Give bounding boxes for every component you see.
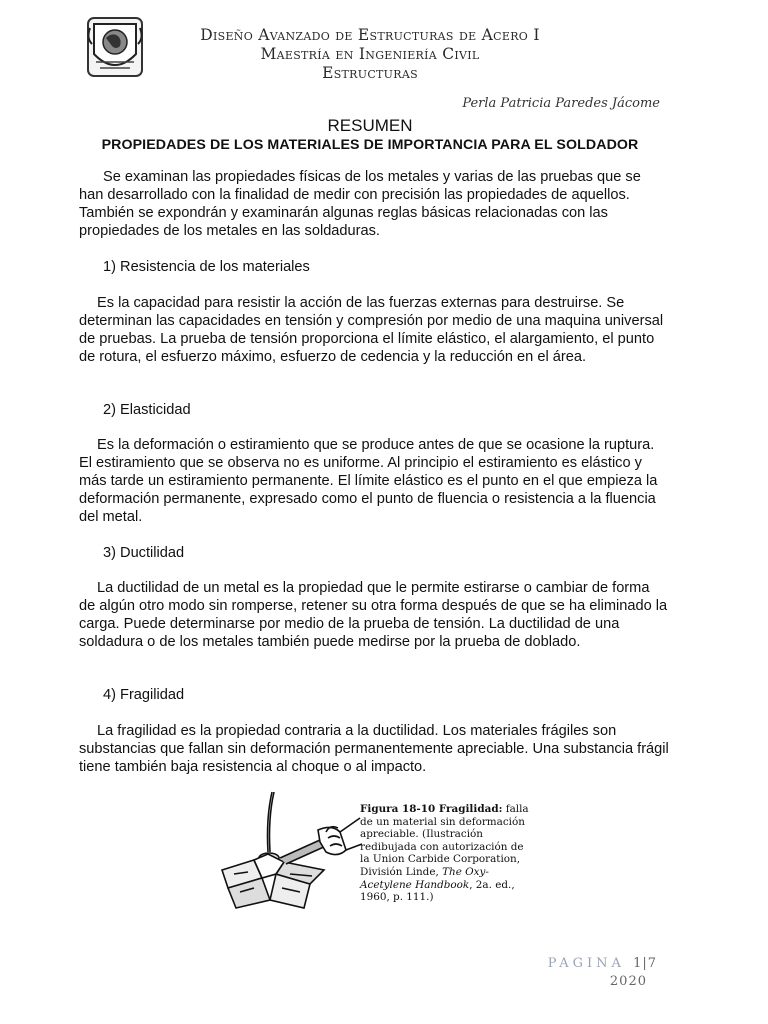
page-label: PAGINA	[547, 956, 625, 971]
figure-caption-end: , 2a. ed., 1960, p. 111.)	[360, 878, 515, 904]
page-footer	[548, 956, 657, 971]
section-body: La fragilidad es la propiedad contraria a la ductilidad. Los materiales frágiles son substancias que fallan sin deformación permanentemente apreciable. Una substancia frágil tiene también baja resistencia al choque o al impacto.	[79, 723, 669, 775]
brittle-fracture-illustration	[214, 788, 364, 914]
header-area: Estructuras	[322, 64, 418, 82]
header-course: Diseño Avanzado de Estructuras de Acero I	[200, 26, 540, 44]
section-heading: 2) Elasticidad	[103, 402, 191, 418]
section-body: Es la capacidad para resistir la acción de las fuerzas externas para destruirse. Se determinan las capacidades en tensión y compresión por medio de una maquina universal de pruebas. La prueba de tensión proporciona el límite elástico, el alargamiento, el punto de rotura, el esfuerzo máximo, esfuerzo de cedencia y la reducción en el área.	[79, 295, 664, 365]
section-heading: 4) Fragilidad	[103, 687, 185, 703]
document-title: RESUMEN	[327, 116, 413, 135]
document-subtitle: PROPIEDADES DE LOS MATERIALES DE IMPORTANCIA PARA EL SOLDADOR	[101, 137, 639, 153]
section-heading: 1) Resistencia de los materiales	[103, 259, 310, 275]
intro-paragraph: Se examinan las propiedades físicas de los metales y varias de las pruebas que se han desarrollado con la finalidad de medir con precisión las propiedades de aquellos. También se expondrán y examinarán algunas reglas básicas relacionadas con las propiedades de los metales en las soldaduras.	[79, 169, 641, 239]
section-heading: 3) Ductilidad	[103, 545, 185, 561]
author-name: Perla Patricia Paredes Jácome	[462, 96, 660, 111]
figure-caption-text: falla de un material sin deformación apreciable. (Ilustración redibujada con autorización de la Union Carbide Corporation, División Linde,	[360, 803, 529, 878]
university-crest-logo	[82, 14, 148, 80]
header-program: Maestría en Ingeniería Civil	[260, 45, 480, 63]
figure-caption	[360, 803, 530, 904]
figure-book-title: The Oxy-Acetylene Handbook	[360, 865, 489, 891]
document-header	[150, 26, 590, 83]
section-body: Es la deformación o estiramiento que se produce antes de que se ocasione la ruptura. El estiramiento que se observa no es uniforme. Al principio el estiramiento es elástico y más tarde un estiramiento permanente. El límite elástico es el punto en el que empieza la deformación permanente, expresado como el punto de fluencia o resistencia a la fluencia del metal.	[79, 437, 658, 525]
footer-year: 2020	[609, 974, 647, 989]
figure-label: Figura 18-10 Fragilidad:	[360, 803, 503, 815]
section-body: La ductilidad de un metal es la propiedad que le permite estirarse o cambiar de forma de algún otro modo sin romperse, retener su otra forma después de que se ha eliminado la carga. Puede determinarse por medio de la prueba de tensión. La ductilidad de una soldadura o de los metales también puede medirse por la prueba de doblado.	[79, 580, 668, 650]
page-number: 1|7	[633, 956, 657, 971]
